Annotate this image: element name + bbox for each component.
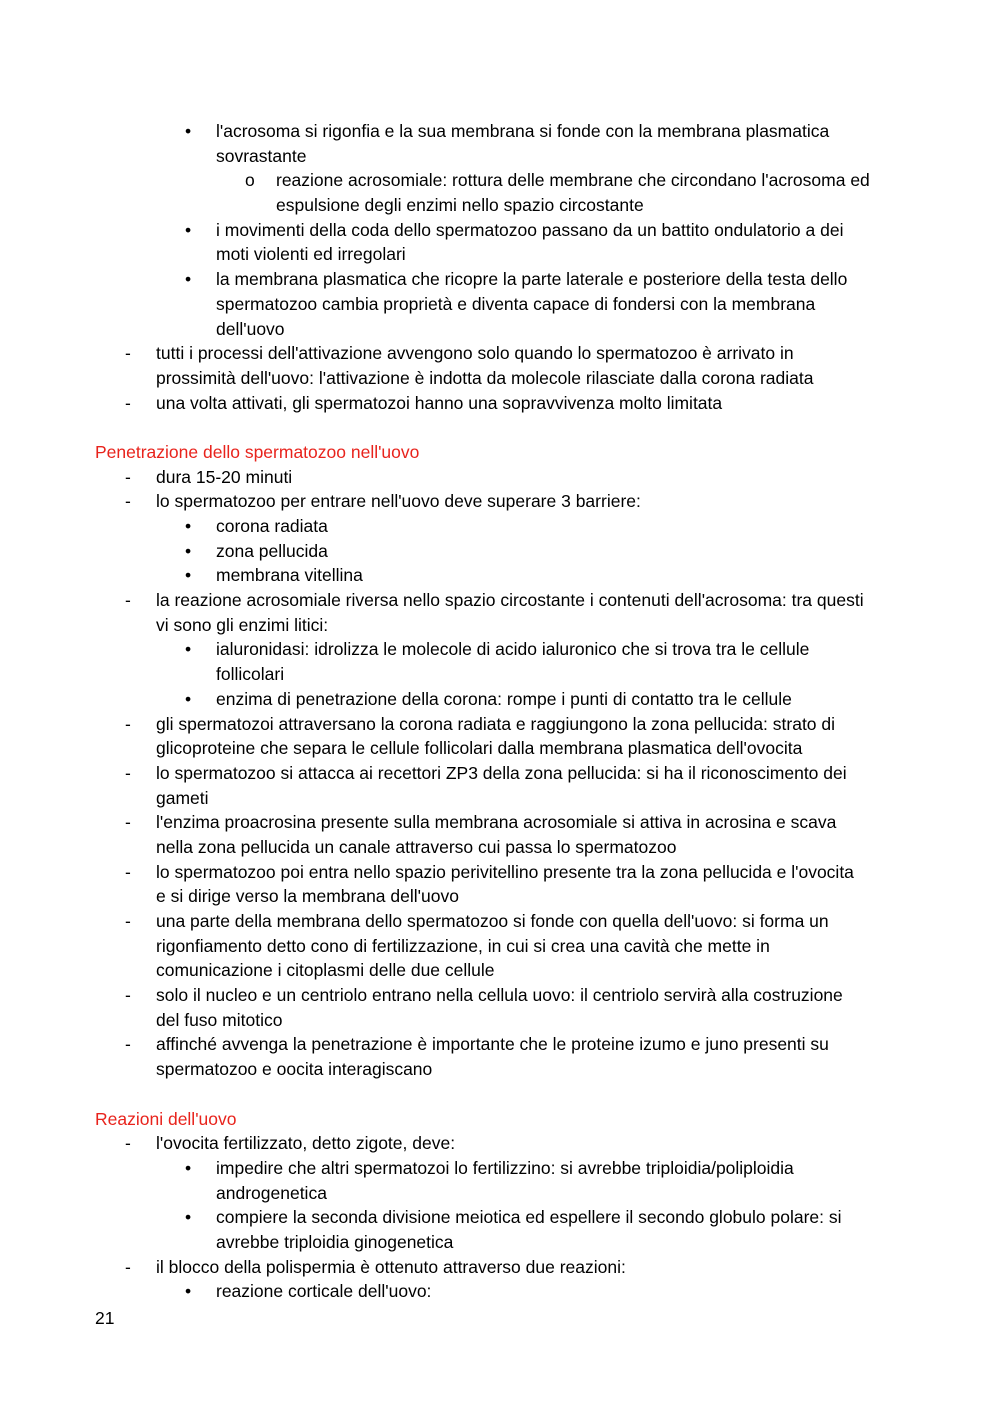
list-item-text: l'ovocita fertilizzato, detto zigote, deve: <box>156 1133 456 1154</box>
dash-marker: - <box>125 590 131 611</box>
list-item <box>0 983 1000 1032</box>
dash-marker: - <box>125 762 131 783</box>
dash-marker: - <box>125 343 131 364</box>
section-heading <box>0 1107 1000 1132</box>
list-item <box>0 1131 1000 1156</box>
list-item <box>0 1205 1000 1254</box>
list-item <box>0 168 1000 217</box>
list-item-text: comunicazione i citoplasmi delle due cellule <box>156 960 495 981</box>
list-item-text: il blocco della polispermia è ottenuto attraverso due reazioni: <box>156 1256 626 1277</box>
list-item <box>0 119 1000 168</box>
list-item-text: lo spermatozoo per entrare nell'uovo deve superare 3 barriere: <box>156 491 641 512</box>
list-item-text: la membrana plasmatica che ricopre la parte laterale e posteriore della testa dello <box>216 269 848 290</box>
list-item <box>0 465 1000 490</box>
document-body <box>0 119 1000 1304</box>
list-item-text: dura 15-20 minuti <box>156 466 293 487</box>
list-item <box>0 489 1000 514</box>
list-item-text: avrebbe triploidia ginogenetica <box>216 1231 454 1252</box>
list-item-text: solo il nucleo e un centriolo entrano nella cellula uovo: il centriolo servirà alla costruzione <box>156 985 843 1006</box>
list-item <box>0 218 1000 267</box>
list-item-text: enzima di penetrazione della corona: rompe i punti di contatto tra le cellule <box>216 688 792 709</box>
bullet-marker: • <box>185 639 192 660</box>
list-item-text: spermatozoo e oocita interagiscano <box>156 1059 433 1080</box>
list-item-text: nella zona pellucida un canale attraverso cui passa lo spermatozoo <box>156 836 677 857</box>
list-item-text: impedire che altri spermatozoi lo fertilizzino: si avrebbe triploidia/poliploidia <box>216 1157 794 1178</box>
list-item <box>0 637 1000 686</box>
list-item-text: compiere la seconda divisione meiotica ed espellere il secondo globulo polare: si <box>216 1207 842 1228</box>
list-item-text: e si dirige verso la membrana dell'uovo <box>156 886 459 907</box>
list-item <box>0 761 1000 810</box>
list-item <box>0 1032 1000 1081</box>
list-item <box>0 588 1000 637</box>
list-item <box>0 1156 1000 1205</box>
bullet-marker: • <box>185 1207 192 1228</box>
list-item-text: membrana vitellina <box>216 565 363 586</box>
list-item-text: lo spermatozoo poi entra nello spazio perivitellino presente tra la zona pellucida e l'ovocita <box>156 861 854 882</box>
bullet-marker: • <box>185 565 192 586</box>
list-item <box>0 1255 1000 1280</box>
list-item-text: moti violenti ed irregolari <box>216 244 406 265</box>
section-title: Penetrazione dello spermatozoo nell'uovo <box>95 441 420 462</box>
list-item-text: corona radiata <box>216 516 328 536</box>
list-item-text: reazione corticale dell'uovo: <box>216 1281 432 1302</box>
list-item-text: sovrastante <box>216 145 307 166</box>
list-item <box>0 909 1000 983</box>
dash-marker: - <box>125 812 131 833</box>
bullet-marker: • <box>185 269 192 290</box>
list-item-text: zona pellucida <box>216 540 328 561</box>
list-item-text: rigonfiamento detto cono di fertilizzazione, in cui si crea una cavità che mette in <box>156 935 770 956</box>
list-item-text: follicolari <box>216 664 285 685</box>
list-item-text: affinché avvenga la penetrazione è importante che le proteine izumo e juno presenti su <box>156 1034 829 1055</box>
list-item-text: reazione acrosomiale: rottura delle membrane che circondano l'acrosoma ed <box>276 170 870 191</box>
list-item <box>0 539 1000 564</box>
bullet-marker: • <box>185 540 192 561</box>
dash-marker: - <box>125 911 131 931</box>
bullet-marker: • <box>185 219 192 240</box>
list-item-text: dell'uovo <box>216 318 285 339</box>
dash-marker: - <box>125 466 131 487</box>
list-item <box>0 1279 1000 1304</box>
dash-marker: - <box>125 861 131 882</box>
bullet-marker: • <box>185 688 192 709</box>
dash-marker: - <box>125 491 131 512</box>
bullet-marker: • <box>185 121 192 141</box>
list-item-text: glicoproteine che separa le cellule follicolari dalla membrana plasmatica dell'ovocita <box>156 738 803 759</box>
list-item <box>0 391 1000 416</box>
dash-marker: - <box>125 713 131 734</box>
dash-marker: - <box>125 1034 131 1055</box>
list-item-text: espulsione degli enzimi nello spazio circostante <box>276 195 644 216</box>
bullet-marker: • <box>185 1281 192 1302</box>
list-item-text: gli spermatozoi attraversano la corona radiata e raggiungono la zona pellucida: strato di <box>156 713 836 734</box>
list-item-text: i movimenti della coda dello spermatozoo passano da un battito ondulatorio a dei <box>216 219 844 240</box>
list-item <box>0 712 1000 761</box>
list-item <box>0 860 1000 909</box>
dash-marker: - <box>125 1256 131 1277</box>
list-item-text: una volta attivati, gli spermatozoi hanno una sopravvivenza molto limitata <box>156 392 723 413</box>
list-item-text: spermatozoo cambia proprietà e diventa capace di fondersi con la membrana <box>216 293 816 314</box>
list-item <box>0 341 1000 390</box>
dash-marker: - <box>125 1133 131 1154</box>
spacer <box>0 1082 1000 1107</box>
list-item-text: gameti <box>156 787 209 808</box>
list-item <box>0 267 1000 341</box>
list-item-text: l'acrosoma si rigonfia e la sua membrana si fonde con la membrana plasmatica <box>216 121 830 141</box>
bullet-marker: • <box>185 516 192 536</box>
list-item-text: ialuronidasi: idrolizza le molecole di acido ialuronico che si trova tra le cellule <box>216 639 810 660</box>
list-item-text: del fuso mitotico <box>156 1009 283 1030</box>
section-heading <box>0 440 1000 465</box>
circle-marker: o <box>245 170 255 191</box>
list-item-text: una parte della membrana dello spermatozoo si fonde con quella dell'uovo: si forma un <box>156 911 829 931</box>
list-item <box>0 514 1000 539</box>
bullet-marker: • <box>185 1157 192 1178</box>
list-item-text: la reazione acrosomiale riversa nello spazio circostante i contenuti dell'acrosoma: tra questi <box>156 590 864 611</box>
list-item-text: androgenetica <box>216 1182 327 1203</box>
list-item <box>0 687 1000 712</box>
spacer <box>0 415 1000 440</box>
section-title: Reazioni dell'uovo <box>95 1108 237 1129</box>
dash-marker: - <box>125 392 131 413</box>
dash-marker: - <box>125 985 131 1006</box>
list-item-text: tutti i processi dell'attivazione avvengono solo quando lo spermatozoo è arrivato in <box>156 343 794 364</box>
list-item-text: prossimità dell'uovo: l'attivazione è indotta da molecole rilasciate dalla corona radiata <box>156 367 814 388</box>
list-item <box>0 810 1000 859</box>
list-item <box>0 563 1000 588</box>
list-item-text: vi sono gli enzimi litici: <box>156 614 329 635</box>
page-number: 21 <box>95 1308 115 1328</box>
list-item-text: l'enzima proacrosina presente sulla membrana acrosomiale si attiva in acrosina e scava <box>156 812 837 833</box>
list-item-text: lo spermatozoo si attacca ai recettori ZP3 della zona pellucida: si ha il riconoscimento dei <box>156 762 847 783</box>
